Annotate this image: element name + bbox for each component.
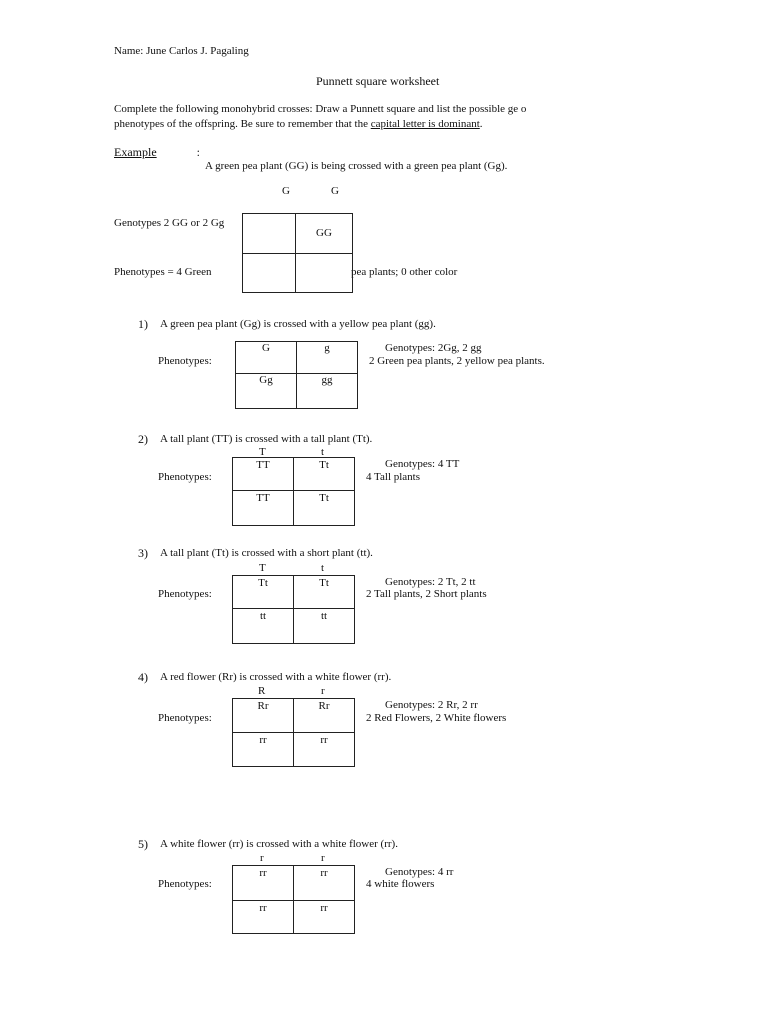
problem-1-genotypes: Genotypes: 2Gg, 2 gg: [385, 342, 482, 354]
problem-5-phenotypes-label: Phenotypes:: [158, 878, 212, 890]
punnett-cell: gg: [321, 374, 333, 386]
grid-divider-horizontal: [233, 608, 354, 609]
problem-5-parent-allele-2: r: [321, 852, 325, 864]
problem-2-question: A tall plant (TT) is crossed with a tall plant (Tt).: [160, 433, 373, 445]
problem-5-parent-allele-1: r: [260, 852, 264, 864]
instructions-line-1: Complete the following monohybrid crosses: Draw a Punnett square and list the possible ge o: [114, 103, 527, 115]
punnett-cell: Tt: [258, 577, 268, 589]
problem-5-phenotypes: 4 white flowers: [366, 878, 435, 890]
punnett-cell: rr: [259, 902, 267, 914]
problem-4-genotypes: Genotypes: 2 Rr, 2 rr: [385, 699, 478, 711]
example-label: Example: [114, 145, 157, 159]
grid-divider-horizontal: [233, 900, 354, 901]
dominant-note: capital letter is dominant: [370, 118, 480, 130]
punnett-cell: G: [262, 342, 270, 354]
punnett-cell: rr: [320, 734, 328, 746]
problem-4-phenotypes: 2 Red Flowers, 2 White flowers: [366, 712, 507, 724]
punnett-cell: TT: [256, 459, 270, 471]
problem-5-number: 5): [138, 837, 148, 851]
problem-3-parent-allele-2: t: [321, 562, 325, 574]
problem-1-phenotypes-label: Phenotypes:: [158, 355, 212, 367]
problem-2-parent-allele-2: t: [321, 446, 325, 458]
problem-3-phenotypes: 2 Tall plants, 2 Short plants: [366, 588, 487, 600]
punnett-cell: Tt: [319, 492, 329, 504]
problem-1-phenotypes: 2 Green pea plants, 2 yellow pea plants.: [369, 355, 545, 367]
problem-3-number: 3): [138, 546, 148, 560]
punnett-cell: Rr: [257, 700, 269, 712]
punnett-cell: g: [324, 342, 330, 354]
problem-3-phenotypes-label: Phenotypes:: [158, 588, 212, 600]
punnett-cell: rr: [320, 902, 328, 914]
problem-5-punnett-square: [232, 865, 355, 934]
problem-4-parent-allele-1: R: [258, 685, 266, 697]
punnett-cell: GG: [316, 227, 332, 239]
instructions-period: .: [479, 118, 483, 130]
grid-divider-horizontal: [243, 253, 352, 254]
problem-4-question: A red flower (Rr) is crossed with a white flower (rr).: [160, 671, 392, 683]
problem-2-punnett-square: [232, 457, 355, 526]
problem-1-question: A green pea plant (Gg) is crossed with a yellow pea plant (gg).: [160, 318, 436, 330]
example-colon: :: [196, 145, 200, 159]
problem-4-number: 4): [138, 670, 148, 684]
problem-3-parent-allele-1: T: [259, 562, 266, 574]
example-question: A green pea plant (GG) is being crossed with a green pea plant (Gg).: [205, 160, 508, 172]
problem-5-genotypes: Genotypes: 4 rr: [385, 866, 454, 878]
problem-3-punnett-square: [232, 575, 355, 644]
student-name: Name: June Carlos J. Pagaling: [114, 45, 249, 57]
punnett-cell: Gg: [259, 374, 273, 386]
instructions-text: phenotypes of the offspring. Be sure to remember that the: [114, 118, 371, 130]
punnett-cell: tt: [259, 610, 267, 622]
example-parent-allele-1: G: [282, 185, 290, 197]
problem-2-parent-allele-1: T: [259, 446, 266, 458]
punnett-cell: Rr: [318, 700, 330, 712]
grid-divider-horizontal: [233, 732, 354, 733]
example-parent-allele-2: G: [331, 185, 339, 197]
instructions-line-2: [114, 119, 483, 130]
problem-2-number: 2): [138, 432, 148, 446]
problem-4-punnett-square: [232, 698, 355, 767]
problem-4-parent-allele-2: r: [321, 685, 325, 697]
grid-divider-horizontal: [236, 373, 357, 374]
punnett-cell: Tt: [319, 577, 329, 589]
problem-2-genotypes: Genotypes: 4 TT: [385, 458, 460, 470]
punnett-cell: rr: [259, 734, 267, 746]
example-heading: [114, 146, 200, 158]
problem-2-phenotypes: 4 Tall plants: [366, 471, 421, 483]
punnett-cell: TT: [256, 492, 270, 504]
example-phenotypes-part-2: pea plants; 0 other color: [351, 266, 458, 278]
grid-divider-horizontal: [233, 490, 354, 491]
punnett-cell: tt: [320, 610, 328, 622]
punnett-cell: Tt: [319, 459, 329, 471]
example-phenotypes-part-1: Phenotypes = 4 Green: [114, 266, 212, 278]
punnett-cell: rr: [320, 867, 328, 879]
punnett-cell: rr: [259, 867, 267, 879]
example-genotypes: Genotypes 2 GG or 2 Gg: [114, 217, 225, 229]
problem-1-number: 1): [138, 317, 148, 331]
problem-4-phenotypes-label: Phenotypes:: [158, 712, 212, 724]
example-punnett-square: [242, 213, 353, 293]
page-title: Punnett square worksheet: [316, 74, 440, 88]
problem-3-question: A tall plant (Tt) is crossed with a short plant (tt).: [160, 547, 373, 559]
problem-5-question: A white flower (rr) is crossed with a white flower (rr).: [160, 838, 398, 850]
problem-3-genotypes: Genotypes: 2 Tt, 2 tt: [385, 576, 476, 588]
problem-2-phenotypes-label: Phenotypes:: [158, 471, 212, 483]
problem-1-punnett-square: [235, 341, 358, 409]
